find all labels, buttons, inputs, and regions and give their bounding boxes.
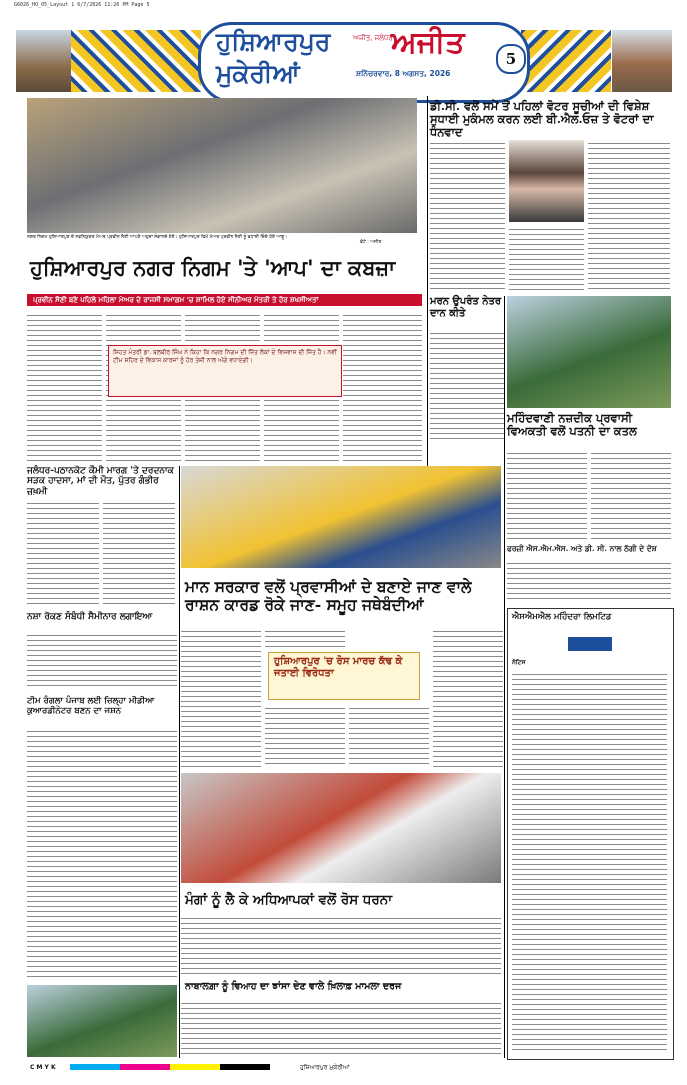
masthead-left-photo [16,30,71,92]
teachers-body [181,915,501,975]
ration-card-photo [181,466,501,568]
footer-center: ਹੁਸ਼ਿਆਰਪੁਰ ਮੁਕੇਰੀਆਂ [300,1064,350,1071]
team-rangla-photo [27,985,177,1057]
masthead-brand-tag: ਅਜੀਤ, ਜਲੰਧਰ [353,34,393,42]
mahindwani-body-2 [591,450,671,540]
right-top-body-3 [588,140,670,290]
lead-headline: ਹੁਸ਼ਿਆਰਪੁਰ ਨਗਰ ਨਿਗਮ 'ਤੇ 'ਆਪ' ਦਾ ਕਬਜ਼ਾ [30,255,396,280]
lead-photo-credit: ਫੋਟੋ : ਅਜੀਤ [360,240,382,245]
ad-logo [568,637,612,651]
teachers-headline: ਮੰਗਾਂ ਨੂੰ ਲੈ ਕੇ ਅਧਿਆਪਕਾਂ ਵਲੋਂ ਰੋਸ ਧਰਨਾ [185,892,393,908]
nabalig-body [181,1000,501,1058]
mahindwani-body-1 [507,450,587,540]
team-rangla-headline: ਟੀਮ ਰੰਗਲਾ ਪੰਜਾਬ ਲਈ ਜ਼ਿਲ੍ਹਾ ਮੀਡੀਆ ਕੁਆਰਡੀਨੇਟਰ ਬਣਨ ਦਾ ਜਸ਼ਨ [27,696,155,716]
ration-body-3 [265,705,345,768]
ration-body-4 [349,705,429,768]
footer-cmyk: C M Y K [30,1064,56,1071]
mahindwani-photo [507,296,671,408]
ad-title: ਐਸਐਮਐਲ ਮਹਿੰਦਰਾ ਲਿਮਟਿਡ [512,612,612,622]
lead-photo-caption: ਨਗਰ ਨਿਗਮ ਹੁਸ਼ਿਆਰਪੁਰ ਦੇ ਨਵਨਿਯੁਕਤ ਮੇਅਰ ਪ੍ਰਵੀਨ ਸੈਣੀ ਆਪਣੇ ਅਹੁਦਾ ਸੰਭਾਲਦੇ ਹੋਏ। ਹੁਸ਼ਿਆਰਪੁਰ ਵਿਖੇ ਮੇਅਰ ਪ੍ਰਵੀਨ ਸੈਣੀ ਨੂੰ ਵਧਾਈ ਦਿੰਦੇ ਹੋਏ ਆਗੂ। [27,235,288,240]
right-top-body-1 [430,140,505,290]
ration-card-headline: ਮਾਨ ਸਰਕਾਰ ਵਲੋਂ ਪ੍ਰਵਾਸੀਆਂ ਦੇ ਬਣਾਏ ਜਾਣ ਵਾਲੇ ਰਾਸ਼ਨ ਕਾਰਡ ਰੋਕੇ ਜਾਣ- ਸਮੂਹ ਜਥੇਬੰਦੀਆਂ [185,577,472,614]
jalandhar-body-1 [27,500,99,605]
ros-march-headline: ਹੁਸ਼ਿਆਰਪੁਰ 'ਚ ਰੋਸ ਮਾਰਚ ਕੱਢ ਕੇ ਜਤਾਈ ਵਿਰੋਧਤਾ [274,656,403,679]
jalandhar-body-2 [103,500,175,605]
mahindwani-headline: ਮਹਿੰਦਵਾਣੀ ਨਜ਼ਦੀਕ ਪ੍ਰਵਾਸੀ ਵਿਅਕਤੀ ਵਲੋਂ ਪਤਨੀ ਦਾ ਕਤਲ [507,411,637,439]
farzi-sms-body [507,560,671,600]
color-bar [70,1064,270,1070]
masthead-brand: ਅਜੀਤ [391,25,465,60]
lead-body-col-5 [343,312,422,462]
lead-quote-box [108,345,342,397]
masthead-date: ਸ਼ਨਿੱਚਰਵਾਰ, 8 ਅਗਸਤ, 2026 [356,69,451,78]
eye-donation-headline: ਮਰਨ ਉਪਰੰਤ ਨੇਤਰ ਦਾਨ ਕੀਤੇ [430,296,502,319]
masthead [16,22,672,97]
column-rule [427,96,428,466]
nabalig-headline: ਨਾਬਾਲਗ਼ਾ ਨੂੰ ਵਿਆਹ ਦਾ ਝਾਂਸਾ ਦੇਣ ਵਾਲੇ ਖ਼ਿਲਾਫ਼ ਮਾਮਲਾ ਦਰਜ [185,981,402,992]
sml-mahindra-ad [507,608,674,1060]
page-number-badge [496,44,526,74]
masthead-right-photo [612,30,672,92]
ad-body [512,671,667,1051]
lead-quote-text: ਸਿਹਤ ਮੰਤਰੀ ਡਾ. ਬਲਬੀਰ ਸਿੰਘ ਨੇ ਕਿਹਾ ਕਿ ਨਗਰ ਨਿਗਮ ਦੀ ਜਿੱਤ ਲੋਕਾਂ ਦੇ ਵਿਸ਼ਵਾਸ ਦੀ ਜਿੱਤ ਹੈ। ਨਵੀਂ ਟੀਮ ਸ਼ਹਿਰ ਦੇ ਵਿਕਾਸ ਕਾਰਜਾਂ ਨੂੰ ਹੋਰ ਤੇਜ਼ੀ ਨਾਲ ਅੱਗੇ ਵਧਾਏਗੀ। [113,349,337,365]
right-top-headline: ਡੀ.ਸੀ. ਵਲੋਂ ਸਮੇਂ ਤੋਂ ਪਹਿਲਾਂ ਵੋਟਰ ਸੂਚੀਆਂ ਦੀ ਵਿਸ਼ੇਸ਼ ਸੁਧਾਈ ਮੁਕੰਮਲ ਕਰਨ ਲਈ ਬੀ.ਐਲ.ਓਜ਼ ਤੇ ਵੋਟਰਾਂ ਦਾ ਧੰਨਵਾਦ [430,99,654,140]
eye-donation-body [430,330,504,440]
nasha-rokan-headline: ਨਸ਼ਾ ਰੋਕਣ ਸੰਬੰਧੀ ਸੈਮੀਨਾਰ ਲਗਾਇਆ [27,612,153,622]
ration-body-5 [433,628,503,768]
ad-subtitle: ਨੋਟਿਸ [512,659,526,666]
ros-march-box [268,652,420,700]
masthead-pattern-left [71,30,201,92]
right-top-portrait [509,140,584,222]
masthead-pattern-right [521,30,611,92]
page-number: 5 [505,50,517,68]
lead-photo [27,98,417,233]
masthead-title-bottom: ਮੁਕੇਰੀਆਂ [216,59,300,88]
page-slug: G6026_HO_05_Layout 1 6/7/2026 11:26 PM Page 5 [14,2,150,8]
teachers-photo [181,773,501,883]
ration-body-2 [265,628,345,648]
jalandhar-pathankot-headline: ਜਲੰਧਰ-ਪਠਾਨਕੋਟ ਕੌਮੀ ਮਾਰਗ 'ਤੇ ਦਰਦਨਾਕ ਸੜਕ ਹਾਦਸਾ, ਮਾਂ ਦੀ ਮੌਤ, ਪੁੱਤਰ ਗੰਭੀਰ ਜ਼ਖ਼ਮੀ [27,466,174,497]
ration-body-1 [181,628,261,768]
masthead-title-top: ਹੁਸ਼ਿਆਰਪੁਰ [216,27,331,56]
column-rule [179,466,180,1058]
lead-body-col-1 [27,312,102,462]
lead-subhead: ਪ੍ਰਵੀਨ ਸੈਣੀ ਬਣੇ ਪਹਿਲੇ ਮਹਿਲਾ ਮੇਅਰ ਦੇ ਰਾਜਸੀ ਸਮਾਗਮ 'ਚ ਸ਼ਾਮਿਲ ਹੋਏ ਸੀਨੀਅਰ ਮੰਤਰੀ ਤੇ ਹੋਰ ਸ਼ਖਸੀਅਤਾਂ [33,296,319,304]
right-top-body-2 [509,226,584,290]
column-rule [504,296,505,1058]
farzi-sms-headline: ਫਰਜ਼ੀ ਐਸ.ਐਮ.ਐਸ. ਅਤੇ ਡੀ. ਸੀ. ਨਾਲ ਠੱਗੀ ਦੇ ਦੋਸ਼ [507,544,657,553]
nasha-rokan-body [27,632,177,690]
team-rangla-body [27,728,177,978]
